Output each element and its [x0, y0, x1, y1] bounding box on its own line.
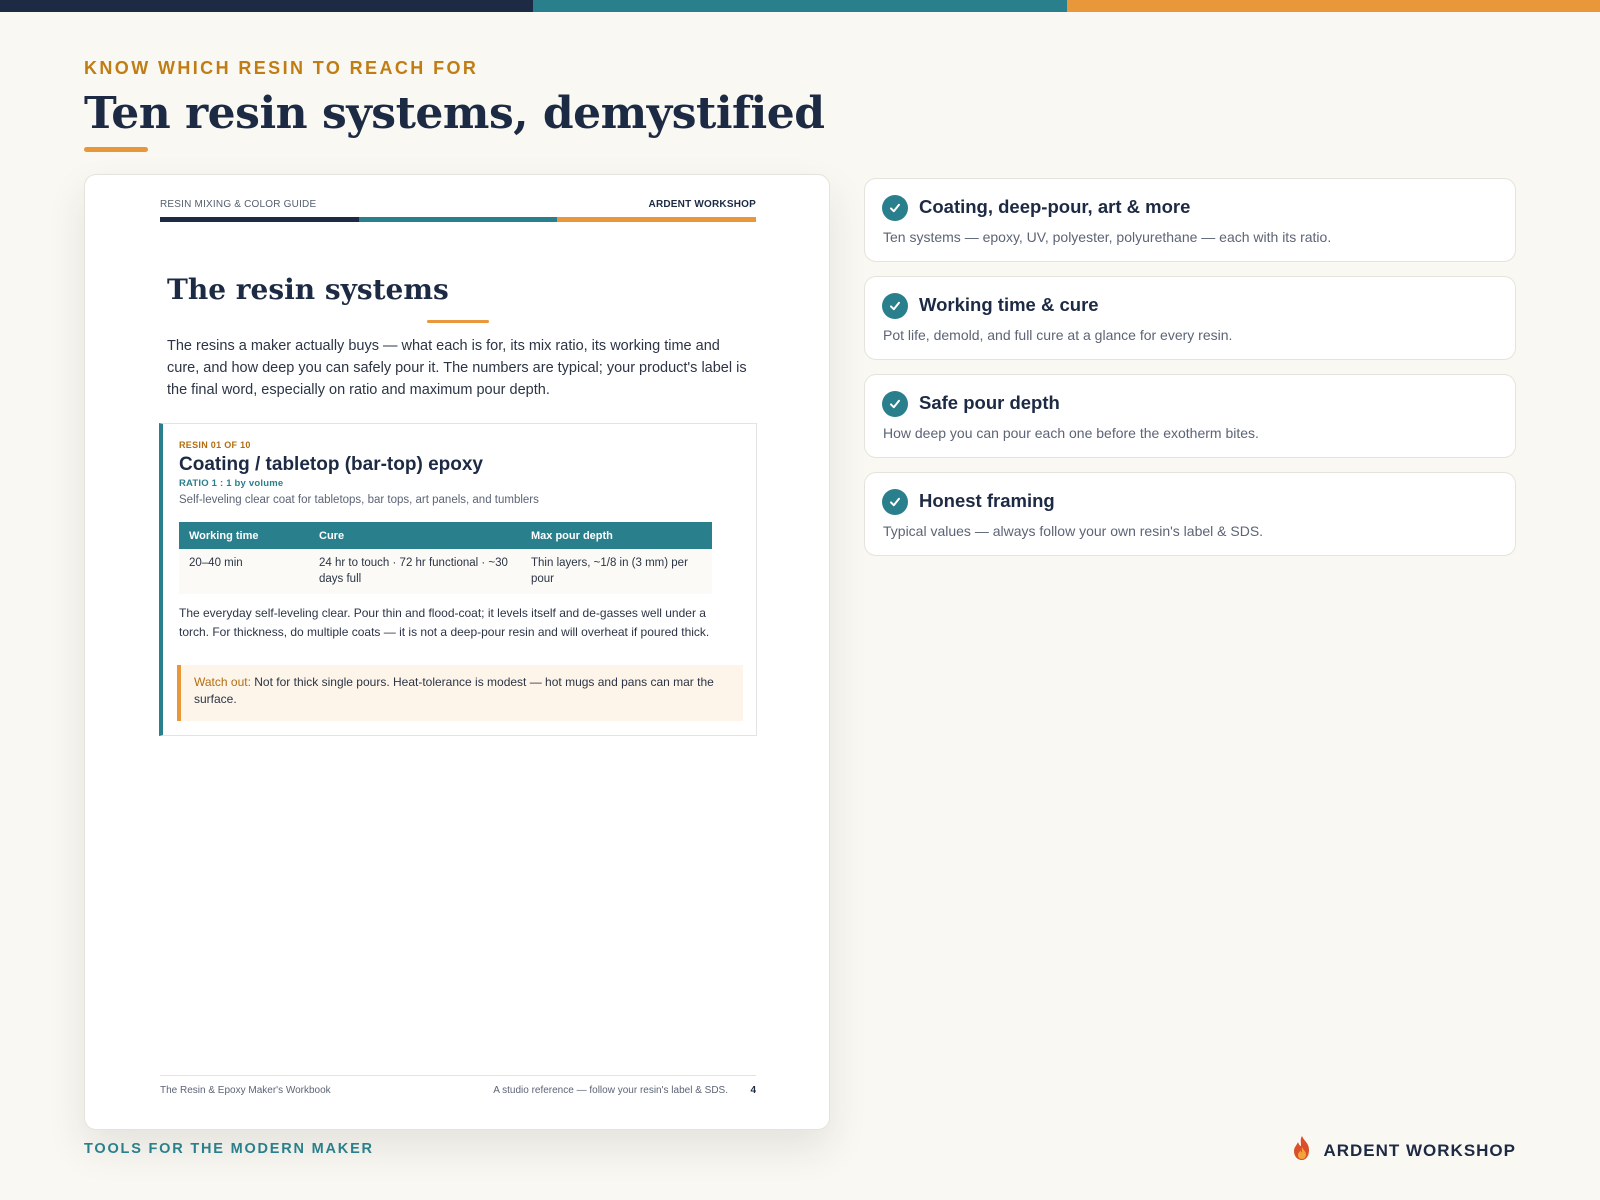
- feature-title: Honest framing: [919, 490, 1055, 511]
- running-head-left: RESIN MIXING & COLOR GUIDE: [160, 199, 317, 210]
- feature-card: [864, 276, 1516, 360]
- stripe-navy: [160, 217, 359, 222]
- page-title: Ten resin systems, demystified: [84, 88, 825, 139]
- brand-name: ARDENT WORKSHOP: [1323, 1140, 1516, 1160]
- stripe-orange: [557, 217, 756, 222]
- stripe-teal: [359, 217, 558, 222]
- page-number: 4: [750, 1085, 756, 1096]
- resin-ratio: RATIO 1 : 1 by volume: [179, 478, 284, 489]
- feature-card: [864, 178, 1516, 262]
- watch-out-label: Watch out:: [194, 675, 251, 689]
- running-head: [160, 199, 756, 210]
- feature-title: Working time & cure: [919, 294, 1099, 315]
- feature-title: Safe pour depth: [919, 392, 1060, 413]
- cell-max-pour-depth: Thin layers, ~1/8 in (3 mm) per pour: [521, 549, 712, 594]
- footer-note: A studio reference — follow your resin's label & SDS.: [493, 1085, 728, 1096]
- section-title: The resin systems: [167, 273, 449, 306]
- feature-card: [864, 472, 1516, 556]
- spec-table: [179, 522, 712, 594]
- page-color-stripe: [160, 217, 756, 222]
- spec-table-header-row: [179, 522, 712, 549]
- resin-number: RESIN 01 OF 10: [179, 440, 251, 450]
- top-bar-navy: [0, 0, 533, 12]
- top-color-bar: [0, 0, 1600, 12]
- check-icon: [882, 293, 908, 319]
- resin-name: Coating / tabletop (bar-top) epoxy: [179, 454, 483, 475]
- running-head-right: ARDENT WORKSHOP: [648, 199, 756, 210]
- feature-description: Ten systems — epoxy, UV, polyester, polyurethane — each with its ratio.: [883, 229, 1332, 245]
- check-icon: [882, 195, 908, 221]
- resin-description: The everyday self-leveling clear. Pour thin and flood-coat; it levels itself and de-gasses well under a torch. For thickness, do multiple coats — it is not a deep-pour resin and will overheat if poured thick.: [179, 606, 710, 639]
- watch-out-text: Not for thick single pours. Heat-tolerance is modest — hot mugs and pans can mar the surface.: [194, 675, 714, 706]
- tagline: TOOLS FOR THE MODERN MAKER: [84, 1141, 374, 1157]
- header-cure: Cure: [309, 522, 521, 549]
- top-bar-teal: [533, 0, 1066, 12]
- document-page-preview: [84, 174, 830, 1130]
- brand-lockup: [1291, 1135, 1516, 1166]
- check-icon: [882, 391, 908, 417]
- feature-description: Typical values — always follow your own resin's label & SDS.: [883, 523, 1264, 539]
- footer-rule: [160, 1075, 756, 1076]
- top-bar-orange: [1067, 0, 1600, 12]
- footer-book-title: The Resin & Epoxy Maker's Workbook: [160, 1085, 331, 1096]
- check-icon: [882, 489, 908, 515]
- table-row: [179, 549, 712, 594]
- kicker: KNOW WHICH RESIN TO REACH FOR: [84, 58, 479, 78]
- feature-card: [864, 374, 1516, 458]
- feature-description: How deep you can pour each one before the exotherm bites.: [883, 425, 1259, 441]
- cell-working-time: 20–40 min: [179, 549, 309, 594]
- watch-out-callout: [177, 665, 743, 721]
- intro-paragraph: The resins a maker actually buys — what each is for, its mix ratio, its working time and cure, and how deep you can safely pour it. The numbers are typical; your product's label is the final word, especially on ratio and maximum pour depth.: [167, 338, 747, 398]
- title-underline: [84, 147, 148, 152]
- feature-title: Coating, deep-pour, art & more: [919, 196, 1191, 217]
- section-rule: [427, 320, 489, 323]
- flame-icon: [1291, 1135, 1313, 1166]
- feature-description: Pot life, demold, and full cure at a glance for every resin.: [883, 327, 1233, 343]
- resin-use: Self-leveling clear coat for tabletops, bar tops, art panels, and tumblers: [179, 494, 539, 506]
- resin-card: [159, 423, 757, 736]
- cell-cure: 24 hr to touch · 72 hr functional · ~30 days full: [309, 549, 521, 594]
- header-max-pour-depth: Max pour depth: [521, 522, 712, 549]
- header-working-time: Working time: [179, 522, 309, 549]
